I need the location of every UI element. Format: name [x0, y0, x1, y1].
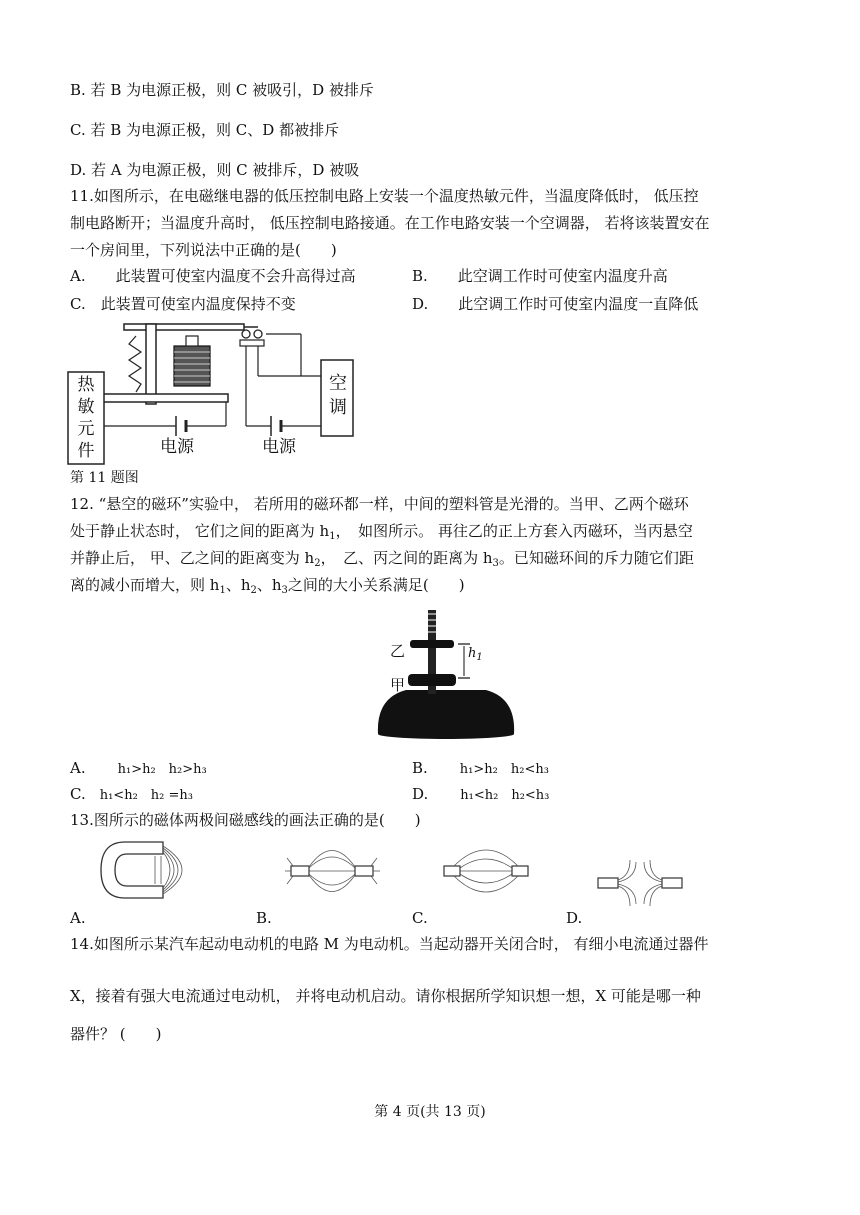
contact-icon — [242, 330, 250, 338]
relay-base — [98, 394, 228, 402]
magnet-figure-c — [440, 836, 532, 906]
q13-label-d: D. — [566, 909, 583, 927]
relay-circuit-figure — [66, 316, 366, 466]
ring-yi — [410, 640, 454, 648]
q11-option-c: C. 此装置可使室内温度保持不变 — [70, 295, 296, 313]
spring-icon — [129, 336, 141, 392]
q11-option-a: A. 此装置可使室内温度不会升高得过高 — [70, 267, 356, 285]
contact-icon — [254, 330, 262, 338]
q11-stem-line1: 11.如图所示，在电磁继电器的低压控制电路上安装一个温度热敏元件，当温度降低时， 低压控 — [70, 187, 699, 205]
q12-option-b: B. h₁>h₂ h₂<h₃ — [412, 759, 549, 777]
q11-option-b: B. 此空调工作时可使室内温度升高 — [412, 267, 668, 285]
relay-pivot — [146, 324, 156, 404]
q12-stem-line2: 处于静止状态时， 它们之间的距离为 $h_1$， 如图所示。 再往乙的正上方套入丙磁环，当丙悬空 — [70, 522, 693, 542]
q12-option-a: A. h₁>h₂ h₂>h₃ — [70, 759, 207, 777]
page-footer: 第 4 页(共 13 页) — [374, 1104, 486, 1120]
ring-jia — [408, 674, 456, 686]
q10-option-c: C. 若 B 为电源正极，则 C、D 都被排斥 — [70, 121, 340, 139]
ac-label: 空 调 — [329, 373, 347, 418]
q13-label-c: C. — [412, 909, 428, 927]
power-source-label-1: 电源 — [160, 437, 194, 457]
q14-stem-line2: X，接着有强大电流通过电动机， 并将电动机启动。请你根据所学知识想一想，X 可能是哪一种 — [70, 987, 701, 1005]
q11-stem-line3: 一个房间里，下列说法中正确的是( ) — [70, 241, 337, 259]
q13-label-a: A. — [70, 909, 86, 927]
relay-armature — [124, 324, 244, 330]
ring-yi-label: 乙 — [390, 642, 406, 660]
q10-option-d: D. 若 A 为电源正极，则 C 被排斥，D 被吸 — [70, 161, 360, 179]
stand-base — [378, 690, 514, 734]
q11-option-d: D. 此空调工作时可使室内温度一直降低 — [412, 295, 699, 313]
q12-option-c: C. h₁<h₂ h₂ =h₃ — [70, 785, 193, 803]
q13-stem: 13.图所示的磁体两极间磁感线的画法正确的是( ) — [70, 811, 421, 829]
magnet-figure-b — [285, 834, 380, 908]
h1-label: $h_1$ — [468, 646, 483, 663]
q14-stem-line3: 器件？ ( ) — [70, 1025, 162, 1043]
q14-stem-line1: 14.如图所示某汽车起动电动机的电路 M 为电动机。当起动器开关闭合时， 有细小电流通过器件 — [70, 935, 709, 953]
q12-stem-line3: 并静止后， 甲、乙之间的距离变为 $h_2$， 乙、丙之间的距离为 $h_3$。已知磁环间的斥力随它们距 — [70, 549, 694, 569]
magnet-figure-d — [594, 858, 686, 908]
magnet-figure-a — [95, 836, 205, 906]
q11-stem-line2: 制电路断开；当温度升高时， 低压控制电路接通。在工作电路安装一个空调器， 若将该装置安在 — [70, 214, 710, 232]
ring-jia-label: 甲 — [390, 676, 406, 694]
q11-figure-caption: 第 11 题图 — [70, 470, 139, 486]
q12-option-d: D. h₁<h₂ h₂<h₃ — [412, 785, 550, 803]
thermistor-label: 热 敏 元 件 — [77, 375, 95, 461]
q10-option-b: B. 若 B 为电源正极，则 C 被吸引，D 被排斥 — [70, 81, 374, 99]
power-source-label-2: 电源 — [262, 437, 296, 457]
q13-label-b: B. — [256, 909, 272, 927]
q12-stem-line4: 离的减小而增大，则 $h_1$、$h_2$、$h_3$之间的大小关系满足( ) — [70, 576, 465, 596]
q12-stem-line1: 12. “悬空的磁环”实验中， 若所用的磁环都一样，中间的塑料管是光滑的。当甲、乙两个磁环 — [70, 495, 689, 513]
